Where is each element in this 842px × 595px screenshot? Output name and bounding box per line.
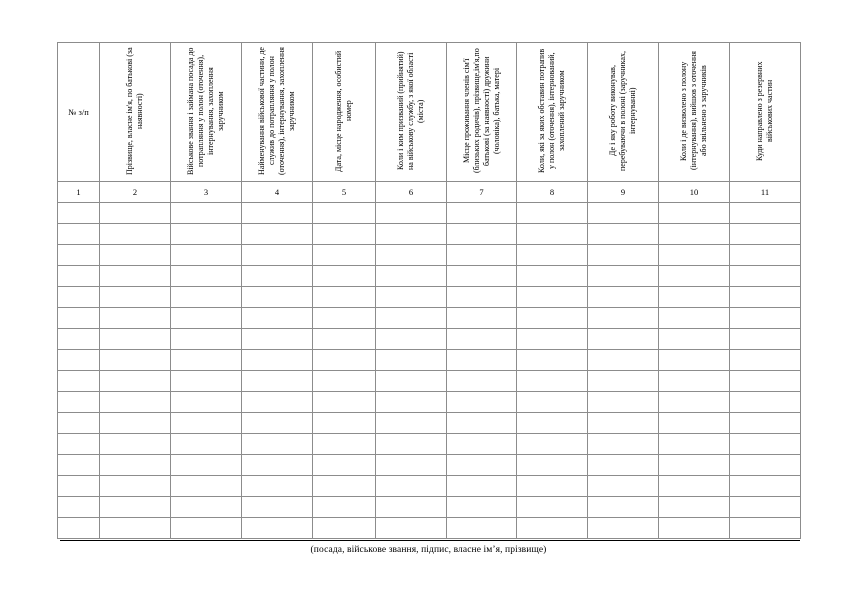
table-cell[interactable]: [730, 266, 801, 287]
table-cell[interactable]: [171, 455, 242, 476]
table-cell[interactable]: [171, 518, 242, 539]
table-cell[interactable]: [242, 203, 313, 224]
table-cell[interactable]: [58, 287, 100, 308]
table-cell[interactable]: [659, 287, 730, 308]
table-row: [58, 224, 801, 245]
column-number: 11: [730, 182, 801, 203]
column-numbers-row: [58, 182, 801, 203]
column-number: 1: [58, 182, 100, 203]
table-cell[interactable]: [58, 329, 100, 350]
table-cell[interactable]: [376, 434, 447, 455]
table-cell[interactable]: [659, 413, 730, 434]
table-cell[interactable]: [659, 518, 730, 539]
column-number: 2: [100, 182, 171, 203]
table-cell[interactable]: [659, 455, 730, 476]
column-header-number: № з/п: [58, 43, 100, 182]
table-cell[interactable]: [100, 287, 171, 308]
personnel-form-table: [57, 42, 801, 539]
table-cell[interactable]: [58, 371, 100, 392]
table-cell[interactable]: [659, 245, 730, 266]
table-cell[interactable]: [517, 308, 588, 329]
table-cell[interactable]: [447, 266, 517, 287]
table-cell[interactable]: [376, 266, 447, 287]
table-cell[interactable]: [242, 497, 313, 518]
column-number: 10: [659, 182, 730, 203]
table-cell[interactable]: [659, 497, 730, 518]
table-cell[interactable]: [58, 476, 100, 497]
table-cell[interactable]: [58, 518, 100, 539]
table-cell[interactable]: [100, 245, 171, 266]
table-cell[interactable]: [517, 371, 588, 392]
table-cell[interactable]: [171, 476, 242, 497]
column-header-release: [659, 43, 730, 182]
table-cell[interactable]: [242, 413, 313, 434]
table-cell[interactable]: [242, 350, 313, 371]
table-cell[interactable]: [659, 392, 730, 413]
table-cell[interactable]: [730, 350, 801, 371]
table-cell[interactable]: [517, 203, 588, 224]
column-header-work-in-captivity: [588, 43, 659, 182]
table-cell[interactable]: [730, 329, 801, 350]
table-cell[interactable]: [588, 224, 659, 245]
table-cell[interactable]: [100, 392, 171, 413]
column-header-label: Коли, які за яких обставин потрапив у полон (оточення), інтернований, захоплений заручником: [537, 48, 566, 174]
table-cell[interactable]: [376, 224, 447, 245]
table-cell[interactable]: [517, 497, 588, 518]
table-cell[interactable]: [171, 245, 242, 266]
table-cell[interactable]: [100, 350, 171, 371]
table-cell[interactable]: [100, 455, 171, 476]
column-header-destination: [730, 43, 801, 182]
table-cell[interactable]: [242, 308, 313, 329]
table-cell[interactable]: [100, 329, 171, 350]
table-cell[interactable]: [313, 497, 376, 518]
signature-caption: (посада, військове звання, підпис, власне ім’я, прізвище): [310, 545, 547, 555]
table-cell[interactable]: [730, 476, 801, 497]
table-cell[interactable]: [730, 371, 801, 392]
table-cell[interactable]: [588, 266, 659, 287]
table-cell[interactable]: [100, 203, 171, 224]
header-row: [58, 43, 801, 182]
table-cell[interactable]: [517, 245, 588, 266]
table-cell[interactable]: [313, 287, 376, 308]
table-row: [58, 308, 801, 329]
table-cell[interactable]: [58, 203, 100, 224]
table-cell[interactable]: [730, 245, 801, 266]
table-cell[interactable]: [517, 434, 588, 455]
column-header-capture-circumstances: [517, 43, 588, 182]
table-cell[interactable]: [58, 308, 100, 329]
table-cell[interactable]: [730, 287, 801, 308]
table-cell[interactable]: [588, 245, 659, 266]
table-cell[interactable]: [447, 329, 517, 350]
table-cell[interactable]: [730, 392, 801, 413]
column-number: 7: [447, 182, 517, 203]
table-cell[interactable]: [376, 245, 447, 266]
table-cell[interactable]: [517, 224, 588, 245]
table-row: [58, 203, 801, 224]
table-cell[interactable]: [588, 518, 659, 539]
column-number: 8: [517, 182, 588, 203]
table-cell[interactable]: [730, 413, 801, 434]
table-cell[interactable]: [588, 203, 659, 224]
table-cell[interactable]: [58, 434, 100, 455]
table-cell[interactable]: [171, 413, 242, 434]
table-cell[interactable]: [171, 371, 242, 392]
table-cell[interactable]: [447, 455, 517, 476]
table-cell[interactable]: [171, 329, 242, 350]
table-cell[interactable]: [100, 224, 171, 245]
table-cell[interactable]: [447, 308, 517, 329]
table-cell[interactable]: [376, 518, 447, 539]
column-header-conscription: [376, 43, 447, 182]
table-cell[interactable]: [242, 455, 313, 476]
table-cell[interactable]: [376, 287, 447, 308]
table-cell[interactable]: [58, 350, 100, 371]
table-cell[interactable]: [659, 266, 730, 287]
table-row: [58, 518, 801, 539]
table-cell[interactable]: [659, 434, 730, 455]
table-cell[interactable]: [376, 308, 447, 329]
column-header-label: Куди направлено з резервних військових частин: [755, 61, 774, 161]
table-cell[interactable]: [171, 308, 242, 329]
table-cell[interactable]: [242, 329, 313, 350]
table-cell[interactable]: [588, 497, 659, 518]
table-cell[interactable]: [242, 392, 313, 413]
table-cell[interactable]: [242, 518, 313, 539]
table-cell[interactable]: [242, 266, 313, 287]
table-cell[interactable]: [100, 434, 171, 455]
column-header-label: Військове звання і займана посада до потрапляння у полон (оточення), інтернування, захоплення заручником: [186, 47, 225, 175]
table-cell[interactable]: [313, 476, 376, 497]
table-cell[interactable]: [659, 329, 730, 350]
table-cell[interactable]: [588, 308, 659, 329]
table-cell[interactable]: [517, 455, 588, 476]
table-row: [58, 287, 801, 308]
table-cell[interactable]: [100, 413, 171, 434]
table-row: [58, 413, 801, 434]
column-header-label: Прізвище, власне ім'я, по батькові (за наявності): [125, 47, 144, 175]
table-cell[interactable]: [588, 413, 659, 434]
table-cell[interactable]: [517, 266, 588, 287]
table-cell[interactable]: [171, 203, 242, 224]
table-cell[interactable]: [730, 224, 801, 245]
table-cell[interactable]: [517, 518, 588, 539]
table-cell[interactable]: [313, 455, 376, 476]
table-cell[interactable]: [100, 518, 171, 539]
table-cell[interactable]: [517, 413, 588, 434]
table-cell[interactable]: [100, 476, 171, 497]
table-cell[interactable]: [447, 224, 517, 245]
column-number: 5: [313, 182, 376, 203]
table-cell[interactable]: [447, 245, 517, 266]
table-cell[interactable]: [171, 224, 242, 245]
table-cell[interactable]: [242, 245, 313, 266]
table-cell[interactable]: [242, 476, 313, 497]
table-cell[interactable]: [313, 518, 376, 539]
table-cell[interactable]: [313, 350, 376, 371]
table-cell[interactable]: [313, 413, 376, 434]
table-cell[interactable]: [242, 371, 313, 392]
table-cell[interactable]: [588, 434, 659, 455]
table-cell[interactable]: [100, 308, 171, 329]
table-cell[interactable]: [730, 203, 801, 224]
column-header-family-residence: [447, 43, 517, 182]
table-cell[interactable]: [376, 455, 447, 476]
table-cell[interactable]: [517, 350, 588, 371]
table-cell[interactable]: [242, 434, 313, 455]
table-cell[interactable]: [447, 434, 517, 455]
table-cell[interactable]: [58, 392, 100, 413]
table-cell[interactable]: [659, 224, 730, 245]
table-cell[interactable]: [447, 497, 517, 518]
table-cell[interactable]: [313, 308, 376, 329]
table-row: [58, 392, 801, 413]
column-number: 4: [242, 182, 313, 203]
table-cell[interactable]: [171, 350, 242, 371]
table-cell[interactable]: [171, 287, 242, 308]
table-row: [58, 329, 801, 350]
column-number: 6: [376, 182, 447, 203]
table-cell[interactable]: [447, 287, 517, 308]
table-cell[interactable]: [517, 392, 588, 413]
column-header-label: Місце проживання членів сім'ї (близьких родичів), прізвище,ім'я,по батькові (за наявності) дружини (чоловіка), батька, матері: [461, 48, 501, 174]
table-cell[interactable]: [58, 245, 100, 266]
table-cell[interactable]: [588, 371, 659, 392]
table-cell[interactable]: [376, 497, 447, 518]
table-cell[interactable]: [171, 392, 242, 413]
table-cell[interactable]: [447, 413, 517, 434]
table-cell[interactable]: [58, 413, 100, 434]
column-header-birth-info: [313, 43, 376, 182]
table-cell[interactable]: [376, 413, 447, 434]
table-cell[interactable]: [659, 371, 730, 392]
table-cell[interactable]: [100, 371, 171, 392]
column-header-rank-position: [171, 43, 242, 182]
table-cell[interactable]: [242, 224, 313, 245]
table-cell[interactable]: [376, 476, 447, 497]
table-cell[interactable]: [171, 434, 242, 455]
table-cell[interactable]: [447, 518, 517, 539]
table-cell[interactable]: [588, 455, 659, 476]
table-row: [58, 434, 801, 455]
table-cell[interactable]: [588, 350, 659, 371]
table-cell[interactable]: [242, 287, 313, 308]
table-cell[interactable]: [588, 287, 659, 308]
table-cell[interactable]: [313, 266, 376, 287]
table-cell[interactable]: [588, 329, 659, 350]
table-row: [58, 371, 801, 392]
table-row: [58, 266, 801, 287]
table-cell[interactable]: [659, 350, 730, 371]
table-cell[interactable]: [376, 371, 447, 392]
column-header-military-unit: [242, 43, 313, 182]
table-cell[interactable]: [517, 476, 588, 497]
table-cell[interactable]: [313, 371, 376, 392]
signature-line: [60, 540, 800, 541]
table-cell[interactable]: [447, 203, 517, 224]
table-cell[interactable]: [730, 497, 801, 518]
table-cell[interactable]: [588, 392, 659, 413]
table-cell[interactable]: [447, 371, 517, 392]
table-cell[interactable]: [313, 329, 376, 350]
table-cell[interactable]: [58, 497, 100, 518]
table-row: [58, 476, 801, 497]
table-cell[interactable]: [100, 266, 171, 287]
column-number: 3: [171, 182, 242, 203]
table-cell[interactable]: [730, 455, 801, 476]
table-cell[interactable]: [659, 476, 730, 497]
table-cell[interactable]: [313, 245, 376, 266]
table-cell[interactable]: [58, 266, 100, 287]
column-header-label: Де і яку роботу виконував, перебуваючи в полоні (заручниках, інтернуванні): [608, 51, 637, 171]
table-cell[interactable]: [659, 203, 730, 224]
table-cell[interactable]: [58, 455, 100, 476]
table-cell[interactable]: [517, 329, 588, 350]
table-row: [58, 350, 801, 371]
table-cell[interactable]: [730, 518, 801, 539]
table-cell[interactable]: [313, 224, 376, 245]
table-cell[interactable]: [58, 224, 100, 245]
table-cell[interactable]: [100, 497, 171, 518]
table-cell[interactable]: [447, 392, 517, 413]
table-row: [58, 497, 801, 518]
table-cell[interactable]: [376, 350, 447, 371]
column-header-label: Коли і де визволено з полону (інтернування), вийшов з оточення або звільнено з заручників: [679, 51, 708, 171]
table-cell[interactable]: [447, 350, 517, 371]
table-cell[interactable]: [517, 287, 588, 308]
column-number: 9: [588, 182, 659, 203]
table-cell[interactable]: [376, 203, 447, 224]
table-cell[interactable]: [313, 203, 376, 224]
table-cell[interactable]: [447, 476, 517, 497]
column-header-label: Дата, місце народження, особистий номер: [334, 50, 353, 172]
table-cell[interactable]: [376, 329, 447, 350]
table-cell[interactable]: [313, 434, 376, 455]
table-cell[interactable]: [730, 308, 801, 329]
table-cell[interactable]: [313, 392, 376, 413]
table-cell[interactable]: [171, 497, 242, 518]
table-cell[interactable]: [171, 266, 242, 287]
table-cell[interactable]: [588, 476, 659, 497]
table-row: [58, 455, 801, 476]
table-cell[interactable]: [376, 392, 447, 413]
table-cell[interactable]: [730, 434, 801, 455]
table-row: [58, 245, 801, 266]
table-cell[interactable]: [659, 308, 730, 329]
column-header-label: Коли і ким призваний (прийнятий) на військову службу, з якої області (міста): [396, 51, 425, 171]
column-header-label: Найменування військової частини, де служив до потрапляння у полон (оточення), інтернування, захоплення заручником: [257, 47, 296, 175]
column-header-full-name: [100, 43, 171, 182]
